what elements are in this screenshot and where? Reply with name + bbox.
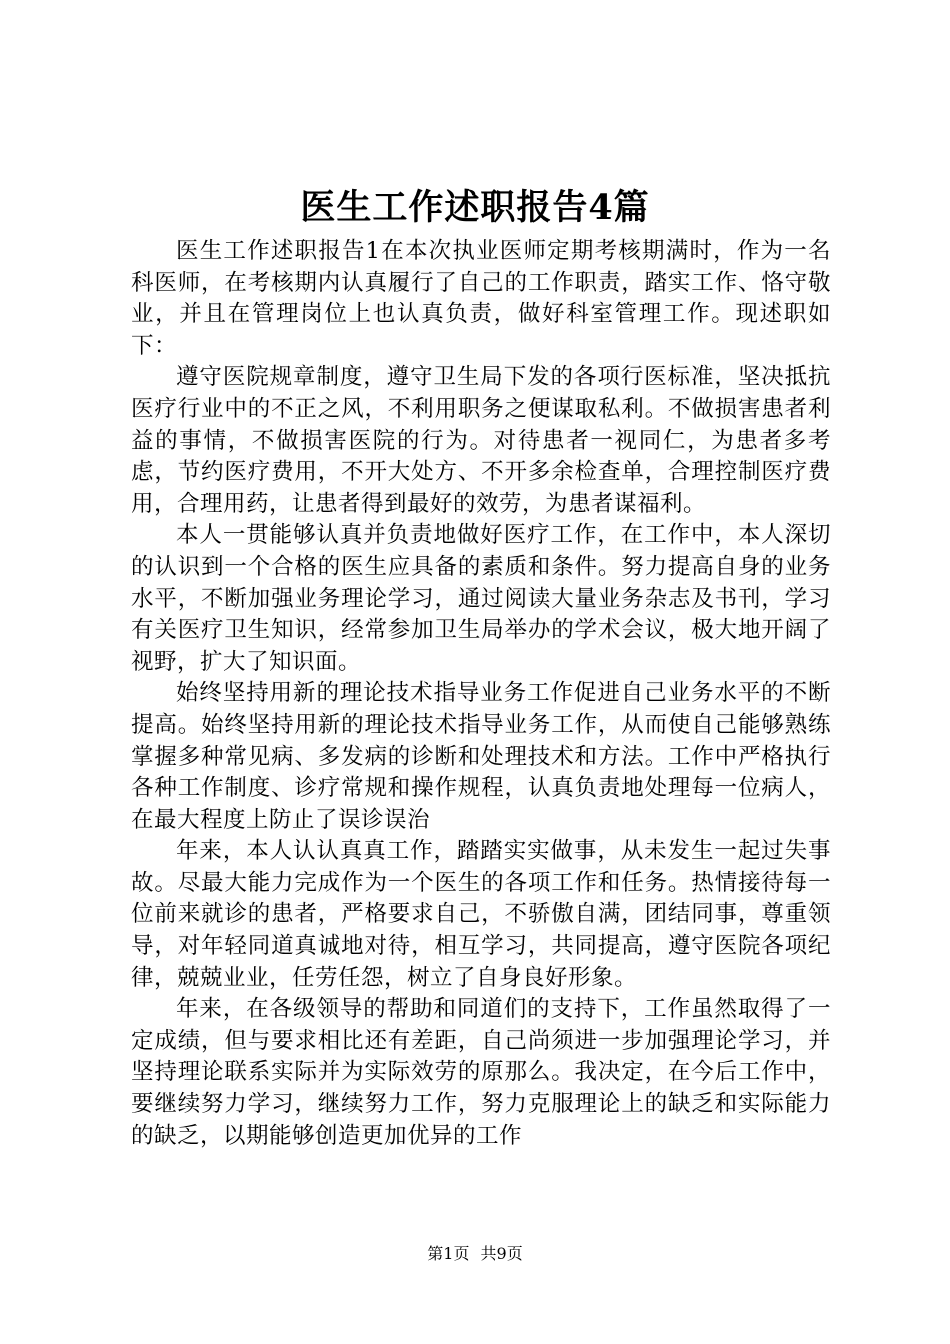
paragraph: 本人一贯能够认真并负责地做好医疗工作，在工作中，本人深切的认识到一个合格的医生应具备的素质和条件。努力提高自身的业务水平，不断加强业务理论学习，通过阅读大量业务杂志及书刊，学习有关医疗卫生知识，经常参加卫生局举办的学术会议，极大地开阔了视野，扩大了知识面。 bbox=[131, 522, 831, 675]
paragraph: 医生工作述职报告1在本次执业医师定期考核期满时，作为一名科医师，在考核期内认真履行了自己的工作职责，踏实工作、恪守敬业，并且在管理岗位上也认真负责，做好科室管理工作。现述职如下： bbox=[131, 238, 831, 359]
paragraph: 年来，本人认认真真工作，踏踏实实做事，从未发生一起过失事故。尽最大能力完成作为一个医生的各项工作和任务。热情接待每一位前来就诊的患者，严格要求自己，不骄傲自满，团结同事，尊重领导，对年轻同道真诚地对待，相互学习，共同提高，遵守医院各项纪律，兢兢业业，任劳任怨，树立了自身良好形象。 bbox=[131, 838, 831, 991]
document-body bbox=[131, 236, 831, 1152]
page-total: 共9页 bbox=[480, 1244, 523, 1263]
document-title: 医生工作述职报告4篇 bbox=[300, 187, 650, 228]
paragraph: 始终坚持用新的理论技术指导业务工作促进自己业务水平的不断提高。始终坚持用新的理论技术指导业务工作，从而使自己能够熟练掌握多种常见病、多发病的诊断和处理技术和方法。工作中严格执行各种工作制度、诊疗常规和操作规程，认真负责地处理每一位病人，在最大程度上防止了误诊误治 bbox=[131, 680, 831, 833]
paragraph: 遵守医院规章制度，遵守卫生局下发的各项行医标准，坚决抵抗医疗行业中的不正之风，不利用职务之便谋取私利。不做损害患者利益的事情，不做损害医院的行为。对待患者一视同仁，为患者多考虑，节约医疗费用，不开大处方、不开多余检查单，合理控制医疗费用，合理用药，让患者得到最好的效劳，为患者谋福利。 bbox=[131, 364, 831, 517]
page-number: 第1页 bbox=[427, 1244, 470, 1263]
page-footer bbox=[0, 1243, 950, 1265]
paragraph: 年来，在各级领导的帮助和同道们的支持下，工作虽然取得了一定成绩，但与要求相比还有差距，自己尚须进一步加强理论学习，并坚持理论联系实际并为实际效劳的原那么。我决定，在今后工作中，要继续努力学习，继续努力工作，努力克服理论上的缺乏和实际能力的缺乏，以期能够创造更加优异的工作 bbox=[131, 996, 831, 1149]
